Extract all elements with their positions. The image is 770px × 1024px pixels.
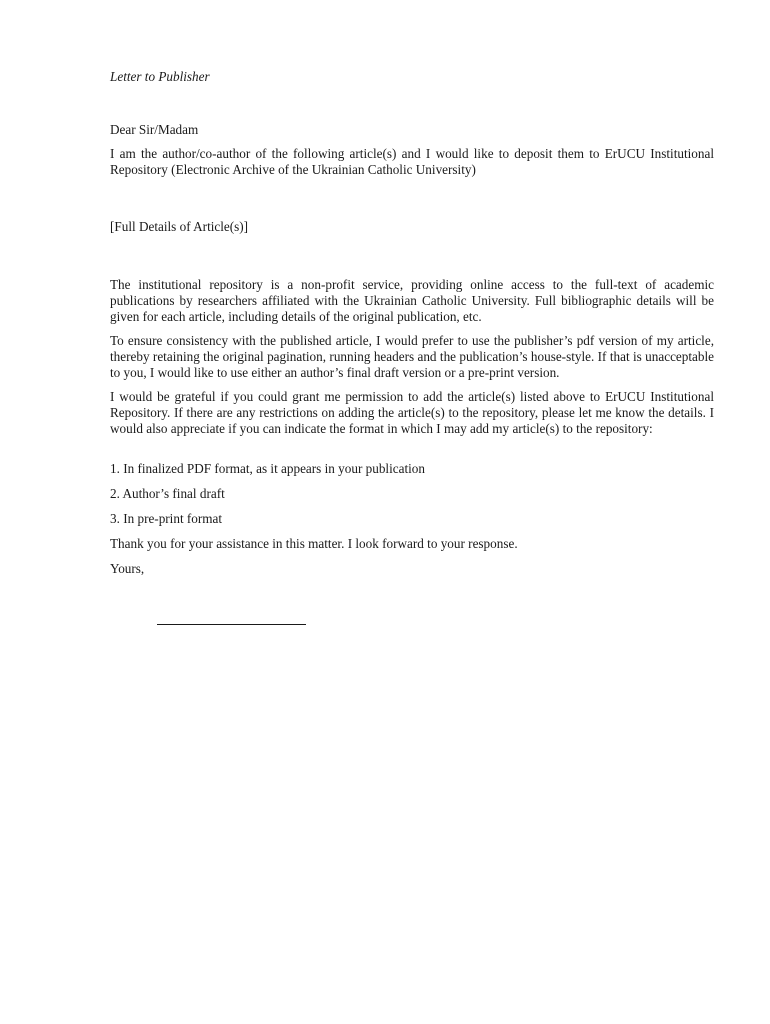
repository-description-paragraph: The institutional repository is a non-profit service, providing online access to the full-text of academic publications by researchers affiliated with the Ukrainian Catholic University. Full bibliographic details will be given for each article, including details of the original publication, etc. — [110, 277, 714, 324]
article-details-placeholder: [Full Details of Article(s)] — [110, 219, 249, 234]
format-option-2: 2. Author’s final draft — [110, 486, 225, 501]
letter-heading: Letter to Publisher — [110, 69, 210, 84]
signature-line — [157, 624, 306, 625]
format-option-3: 3. In pre-print format — [110, 511, 223, 526]
salutation: Dear Sir/Madam — [110, 122, 199, 137]
format-option-1: 1. In finalized PDF format, as it appears in your publication — [110, 461, 425, 476]
closing: Yours, — [110, 561, 145, 576]
thanks-paragraph: Thank you for your assistance in this matter. I look forward to your response. — [110, 536, 518, 551]
intro-paragraph: I am the author/co-author of the following article(s) and I would like to deposit them to ErUCU Institutional Repository (Electronic Archive of the Ukrainian Catholic University) — [110, 146, 714, 177]
permission-request-paragraph: I would be grateful if you could grant me permission to add the article(s) listed above to ErUCU Institutional Repository. If there are any restrictions on adding the article(s) to the repository, please let me know the details. I would also appreciate if you can indicate the format in which I may add my article(s) to the repository: — [110, 389, 714, 436]
version-preference-paragraph: To ensure consistency with the published article, I would prefer to use the publisher’s pdf version of my article, thereby retaining the original pagination, running headers and the publication’s house-style. If that is unacceptable to you, I would like to use either an author’s final draft version or a pre-print version. — [110, 333, 714, 380]
